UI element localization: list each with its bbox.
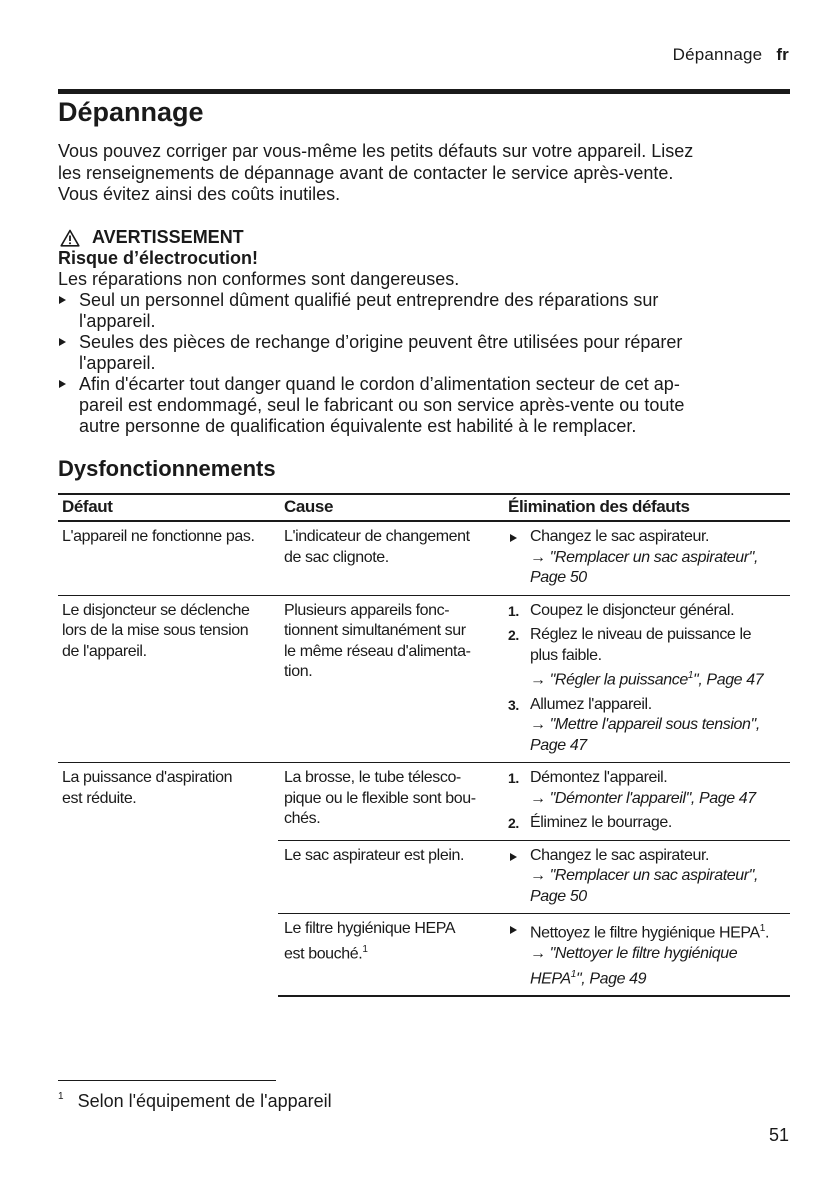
sub-rows <box>278 763 790 997</box>
remedy-cell <box>500 841 790 914</box>
step-text: Coupez le disjoncteur général. <box>530 601 735 619</box>
cause-cell <box>278 596 500 763</box>
remedy-step <box>508 846 790 908</box>
warning-block <box>58 227 793 437</box>
warning-heading <box>58 227 793 248</box>
section-heading: Dysfonctionnements <box>58 456 276 481</box>
remedy-step <box>508 527 790 589</box>
intro-line: Vous évitez ainsi des coûts inutiles. <box>58 184 341 204</box>
cell-line: le même réseau d'alimenta- <box>284 642 471 660</box>
warning-item-line: Seules des pièces de rechange d’origine peuvent être utilisées pour réparer <box>79 332 683 352</box>
col-header-remedy: Élimination des défauts <box>508 497 690 517</box>
bullet-triangle-icon <box>510 926 517 934</box>
defect-cell <box>58 763 278 997</box>
step-number: 3. <box>508 696 519 713</box>
table-row <box>278 763 790 841</box>
warning-item-line: Afin d'écarter tout danger quand le cordon d’alimentation secteur de cet ap- <box>79 374 680 394</box>
step-text: Allumez l'appareil. <box>530 695 652 713</box>
top-rule <box>58 89 790 94</box>
page-reference: → "Démonter l'appareil", Page 47 <box>530 789 756 807</box>
step-text: Changez le sac aspirateur. <box>530 528 710 545</box>
cause-cell <box>278 841 500 914</box>
page-reference: → "Nettoyer le filtre hygiénique <box>530 945 738 963</box>
defect-cell <box>58 522 278 595</box>
page-reference-page: Page 50 <box>530 887 587 905</box>
bullet-triangle-icon <box>510 853 517 861</box>
col-header-defect: Défaut <box>62 497 113 517</box>
remedy-step <box>508 695 790 757</box>
warning-list <box>58 290 793 437</box>
warning-text: Les réparations non conformes sont dangereuses. <box>58 269 460 289</box>
page-reference: → "Remplacer un sac aspirateur", <box>530 867 759 885</box>
table-row <box>58 596 790 764</box>
cell-line: L'indicateur de changement <box>284 528 470 545</box>
table-row <box>278 841 790 915</box>
cause-cell <box>278 763 500 840</box>
cell-line: Le disjoncteur se déclenche <box>62 601 250 619</box>
warning-item-line: pareil est endommagé, seul le fabricant ou son service après-vente ou toute <box>79 395 685 415</box>
page-reference: → "Remplacer un sac aspirateur", <box>530 548 759 566</box>
cell-line: Le sac aspirateur est plein. <box>284 846 465 864</box>
cause-cell <box>278 914 500 995</box>
warning-item-line: Seul un personnel dûment qualifié peut entreprendre des réparations sur <box>79 290 659 310</box>
cell-line: chés. <box>284 810 321 828</box>
page-reference-page: HEPA$^1$", Page 49 <box>530 968 647 987</box>
step-text: plus faible. <box>530 646 602 664</box>
warning-list-item <box>58 374 793 437</box>
bullet-triangle-icon <box>59 338 66 346</box>
cell-line: est bouché.$^1$ <box>284 943 368 963</box>
cell-line: La brosse, le tube télesco- <box>284 769 461 787</box>
remedy-cell <box>500 522 790 595</box>
defect-cell <box>58 596 278 763</box>
step-number: 2. <box>508 627 519 643</box>
cell-line: de l'appareil. <box>62 642 147 660</box>
cell-line: de sac clignote. <box>284 548 389 566</box>
remedy-cell <box>500 596 790 763</box>
step-number: 2. <box>508 815 519 832</box>
warning-item-line: autre personne de qualification équivalente est habilité à le remplacer. <box>79 416 637 436</box>
step-text: Éliminez le bourrage. <box>530 814 672 832</box>
page-reference: → "Mettre l'appareil sous tension", <box>530 716 760 734</box>
cell-line: pique ou le flexible sont bou- <box>284 789 476 807</box>
table-header-row <box>58 493 790 522</box>
step-number: 1. <box>508 602 519 619</box>
footnote-text: Selon l'équipement de l'appareil <box>77 1091 332 1111</box>
warning-item-line: l'appareil. <box>79 311 156 331</box>
cell-line: tion. <box>284 663 313 680</box>
remedy-step <box>508 813 790 834</box>
page-reference-page: Page 47 <box>530 736 587 754</box>
cell-line: Plusieurs appareils fonc- <box>284 601 450 619</box>
cause-cell <box>278 522 500 595</box>
step-text: Changez le sac aspirateur. <box>530 846 710 864</box>
table-row <box>278 914 790 997</box>
cell-line: L'appareil ne fonctionne pas. <box>62 528 255 545</box>
table-row-group <box>58 763 790 997</box>
remedy-step <box>508 625 790 691</box>
header-section: Dépannage <box>672 45 763 64</box>
step-text: Réglez le niveau de puissance le <box>530 626 752 643</box>
intro-line: Vous pouvez corriger par vous-même les petits défauts sur votre appareil. Lisez <box>58 141 694 161</box>
cell-line: est réduite. <box>62 789 137 807</box>
warning-item-line: l'appareil. <box>79 353 156 373</box>
page-title: Dépannage <box>58 97 204 127</box>
remedy-cell <box>500 763 790 840</box>
footnote <box>58 1091 332 1112</box>
bullet-triangle-icon <box>59 380 66 388</box>
warning-list-item <box>58 332 793 374</box>
col-header-cause: Cause <box>284 497 334 517</box>
remedy-cell <box>500 914 790 995</box>
warning-list-item <box>58 290 793 332</box>
header-language: fr <box>776 45 789 64</box>
step-text: Démontez l'appareil. <box>530 769 668 787</box>
table-row <box>58 522 790 596</box>
running-header <box>673 45 789 65</box>
remedy-step <box>508 768 790 809</box>
remedy-step <box>508 601 790 622</box>
intro-line: les renseignements de dépannage avant de contacter le service après-vente. <box>58 162 674 183</box>
bullet-triangle-icon <box>59 296 66 304</box>
page-reference: → "Régler la puissance$^1$", Page 47 <box>530 670 764 689</box>
cell-line: lors de la mise sous tension <box>62 622 249 639</box>
warning-triangle-icon <box>60 229 80 247</box>
step-number: 1. <box>508 770 519 787</box>
page-number: 51 <box>768 1125 789 1145</box>
remedy-step <box>508 919 790 989</box>
cell-line: La puissance d'aspiration <box>62 769 233 787</box>
footnote-mark: 1 <box>58 1091 64 1102</box>
warning-label: AVERTISSEMENT <box>92 227 244 247</box>
intro-paragraph <box>58 141 793 206</box>
bullet-triangle-icon <box>510 534 517 542</box>
step-text: Nettoyez le filtre hygiénique HEPA$^1$. <box>530 923 770 942</box>
page-reference-page: Page 50 <box>530 569 587 586</box>
cell-line: Le filtre hygiénique HEPA <box>284 920 456 938</box>
footnote-rule <box>58 1080 276 1081</box>
warning-subtitle: Risque d’électrocution! <box>58 248 259 268</box>
troubleshooting-table <box>58 493 790 997</box>
cell-line: tionnent simultanément sur <box>284 622 466 639</box>
